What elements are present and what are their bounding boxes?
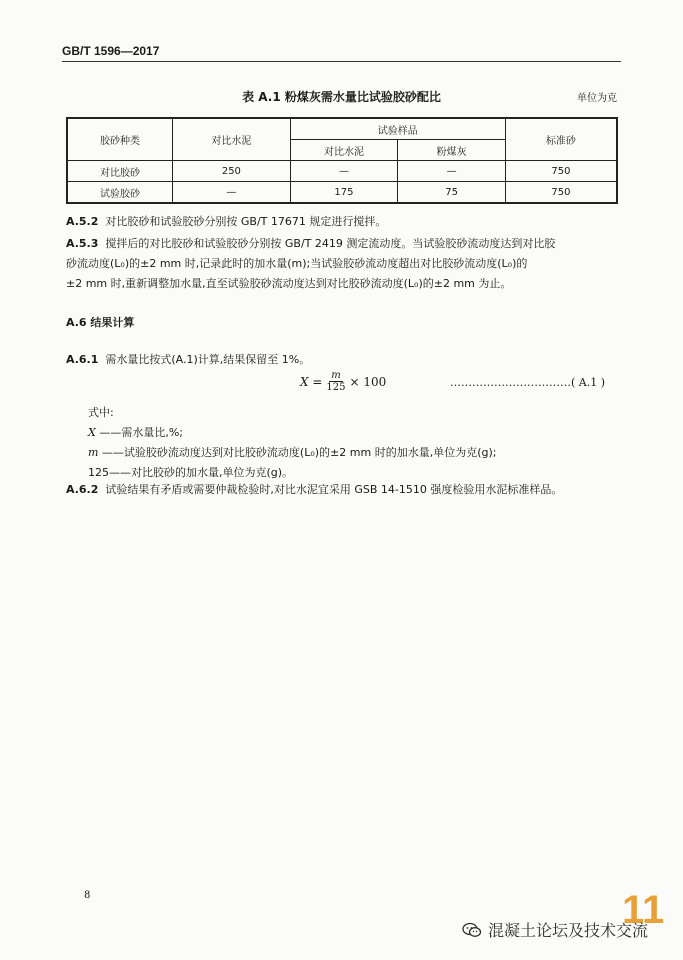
table-row — [67, 161, 617, 182]
where-label: 式中: — [88, 406, 114, 419]
definition-text: ——试验胶砂流动度达到对比胶砂流动度(L₀)的±2 mm 时的加水量,单位为克(g); — [98, 446, 497, 459]
mix-proportion-table — [66, 117, 618, 204]
watermark-text: 混凝土论坛及技术交流 — [488, 921, 649, 940]
header-sand: 标准砂 — [505, 118, 617, 161]
formula — [300, 370, 386, 393]
watermark — [462, 918, 648, 941]
formula-denominator: 125 — [326, 382, 346, 393]
header-sample-cement: 对比水泥 — [290, 140, 398, 161]
clause-a53 — [66, 234, 618, 294]
cell-sample-cement: 175 — [290, 182, 398, 204]
cell-flyash: 75 — [398, 182, 506, 204]
cell-sand: 750 — [505, 182, 617, 204]
formula-number: ……………………………( A.1 ) — [450, 376, 606, 389]
header-sample: 试验样品 — [290, 118, 505, 140]
definition-m — [88, 444, 496, 460]
clause-number: A.5.3 — [66, 237, 99, 250]
wechat-icon — [462, 922, 482, 938]
overlay-number: 11 — [622, 888, 665, 932]
clause-text: 砂流动度(L₀)的±2 mm 时,记录此时的加水量(m);当试验胶砂流动度超出对比胶砂流动度(L₀)的 — [66, 257, 528, 270]
clause-number: A.6.2 — [66, 483, 99, 496]
cell-ref-cement: 250 — [173, 161, 291, 182]
symbol: m — [88, 446, 99, 459]
clause-a52 — [66, 212, 618, 232]
table-title: 表 A.1 粉煤灰需水量比试验胶砂配比 — [242, 90, 441, 104]
header-ref-cement: 对比水泥 — [173, 118, 291, 161]
cell-type: 对比胶砂 — [67, 161, 173, 182]
clause-number: A.5.2 — [66, 215, 99, 228]
page-number: 8 — [84, 890, 91, 901]
clause-a61 — [66, 350, 618, 370]
clause-text: 搅拌后的对比胶砂和试验胶砂分别按 GB/T 2419 测定流动度。当试验胶砂流动度达到对比胶 — [105, 237, 556, 250]
formula-numerator: m — [331, 370, 341, 381]
header-sample-flyash: 粉煤灰 — [398, 140, 506, 161]
definition-x — [88, 424, 183, 440]
table-row — [67, 182, 617, 204]
clause-text: ±2 mm 时,重新调整加水量,直至试验胶砂流动度达到对比胶砂流动度(L₀)的±2 mm 为止。 — [66, 277, 512, 290]
clause-text: 需水量比按式(A.1)计算,结果保留至 1%。 — [105, 353, 311, 366]
definition-text: ——需水量比,%; — [95, 426, 183, 439]
formula-tail: × 100 — [349, 374, 387, 389]
clause-a62 — [66, 480, 618, 500]
standard-code: GB/T 1596—2017 — [62, 44, 160, 58]
section-title: A.6 结果计算 — [66, 316, 135, 329]
symbol: X — [88, 426, 96, 439]
definition-125: 125——对比胶砂的加水量,单位为克(g)。 — [88, 466, 294, 479]
clause-text: 试验结果有矛盾或需要仲裁检验时,对比水泥宜采用 GSB 14-1510 强度检验用水泥标准样品。 — [105, 483, 563, 496]
table-unit: 单位为克 — [577, 93, 617, 104]
header-divider — [62, 61, 621, 62]
formula-lhs: X = — [300, 374, 323, 389]
clause-number: A.6.1 — [66, 353, 99, 366]
cell-type: 试验胶砂 — [67, 182, 173, 204]
clause-text: 对比胶砂和试验胶砂分别按 GB/T 17671 规定进行搅拌。 — [105, 215, 387, 228]
formula-fraction — [326, 370, 345, 393]
cell-sample-cement: — — [290, 161, 398, 182]
cell-sand: 750 — [505, 161, 617, 182]
header-type: 胶砂种类 — [67, 118, 173, 161]
cell-flyash: — — [398, 161, 506, 182]
cell-ref-cement: — — [173, 182, 291, 204]
